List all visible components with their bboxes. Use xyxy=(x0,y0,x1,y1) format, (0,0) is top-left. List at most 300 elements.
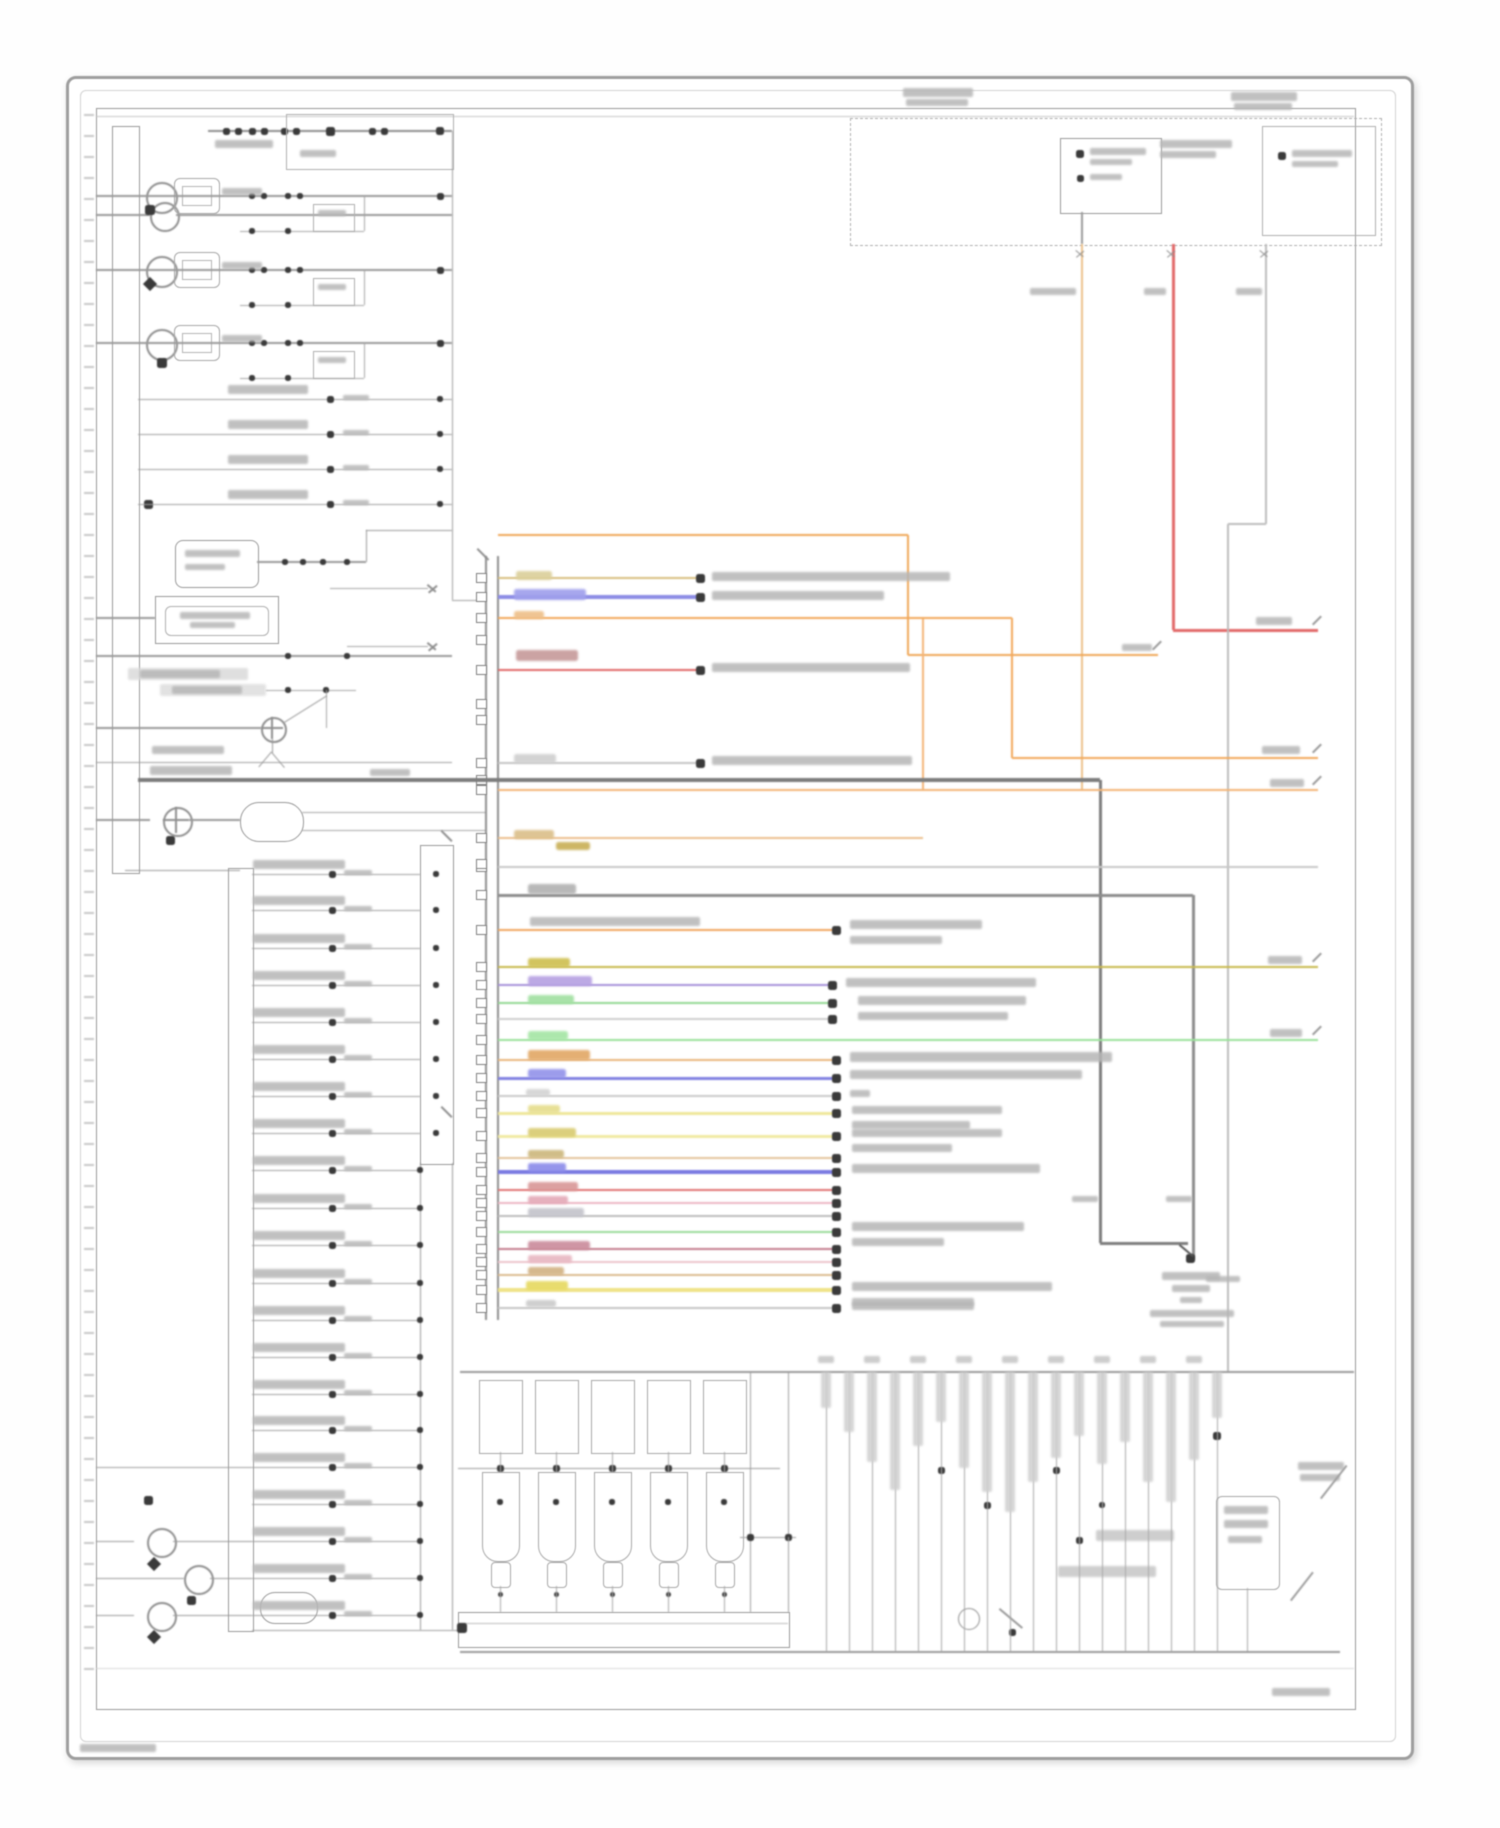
connector-pin xyxy=(476,699,487,709)
connector-pin xyxy=(476,635,487,645)
connector-shade xyxy=(821,1372,831,1408)
label-smudge xyxy=(846,978,1036,987)
edge-tick xyxy=(84,576,94,578)
edge-tick xyxy=(84,1164,94,1166)
junction-dot xyxy=(329,945,336,952)
edge-tick xyxy=(84,1353,94,1355)
label-smudge xyxy=(1292,150,1352,157)
connector-shade xyxy=(1074,1372,1084,1436)
junction-dot xyxy=(437,501,443,507)
gauge-body xyxy=(594,1472,632,1562)
bus-dot xyxy=(433,1130,439,1136)
edge-tick xyxy=(84,324,94,326)
bus-dot xyxy=(417,1538,423,1544)
label-smudge xyxy=(344,1055,372,1060)
wire-line xyxy=(96,655,452,656)
row-wire xyxy=(252,1504,420,1505)
bus-dot xyxy=(417,1575,423,1581)
terminal-square xyxy=(145,205,155,215)
junction-dot xyxy=(437,267,444,274)
edge-tick xyxy=(84,345,94,347)
edge-tick xyxy=(84,870,94,872)
label-smudge xyxy=(852,1129,1002,1137)
edge-tick xyxy=(84,156,94,158)
row-wire xyxy=(252,1467,420,1468)
signal-wire xyxy=(498,669,700,672)
sensor-wire xyxy=(364,196,365,231)
connector-cap xyxy=(1140,1356,1156,1363)
row-wire xyxy=(252,910,420,911)
signal-wire xyxy=(498,1231,836,1234)
wire-line xyxy=(210,1578,252,1579)
row-wire xyxy=(252,1615,420,1616)
row-wire xyxy=(252,1208,420,1209)
gauge-body xyxy=(482,1472,520,1562)
junction-dot xyxy=(235,128,242,135)
signal-wire xyxy=(138,778,1100,782)
edge-tick xyxy=(84,492,94,494)
bus-dot xyxy=(417,1280,423,1286)
edge-tick xyxy=(84,1458,94,1460)
connector-pin xyxy=(476,1108,487,1118)
junction-dot xyxy=(329,1538,336,1545)
connector-pin xyxy=(476,1035,487,1045)
signal-wire xyxy=(498,789,1318,792)
connector-pin xyxy=(476,1303,487,1313)
edge-tick xyxy=(84,261,94,263)
signal-wire xyxy=(498,617,1012,620)
edge-tick xyxy=(84,471,94,473)
label-smudge xyxy=(343,500,369,505)
label-smudge xyxy=(852,1106,1002,1114)
bottom-wire xyxy=(612,1586,613,1612)
label-smudge xyxy=(852,1222,1024,1231)
label-smudge xyxy=(185,564,225,570)
gauge-body xyxy=(706,1472,744,1562)
bus-dot xyxy=(433,982,439,988)
label-smudge xyxy=(1090,174,1122,180)
wire-red-horizontal xyxy=(1173,629,1318,632)
label-smudge xyxy=(343,395,369,400)
edge-tick xyxy=(84,1290,94,1292)
connector-pin xyxy=(476,1131,487,1141)
edge-tick xyxy=(84,1143,94,1145)
label-smudge xyxy=(1231,92,1297,101)
edge-tick xyxy=(84,702,94,704)
gauge-stub xyxy=(715,1562,735,1588)
label-smudge xyxy=(852,1121,970,1129)
wire-line xyxy=(96,727,261,728)
label-smudge xyxy=(228,455,308,464)
edge-tick xyxy=(84,135,94,137)
row-wire xyxy=(252,985,420,986)
junction-dot xyxy=(329,1612,336,1619)
label-smudge xyxy=(1234,103,1292,110)
edge-tick xyxy=(84,1395,94,1397)
edge-tick xyxy=(84,1542,94,1544)
wire-line xyxy=(96,1467,252,1468)
edge-tick xyxy=(84,828,94,830)
label-smudge xyxy=(1090,159,1132,165)
bottom-wire xyxy=(668,1586,669,1612)
junction-dot xyxy=(329,907,336,914)
label-smudge xyxy=(852,1144,952,1152)
connector-pin xyxy=(476,1285,487,1295)
label-smudge xyxy=(343,430,369,435)
connector-circle xyxy=(147,1602,177,1632)
label-smudge xyxy=(1160,140,1232,148)
connector-shade xyxy=(890,1372,900,1490)
label-smudge xyxy=(222,188,262,195)
wire-terminal-dot xyxy=(832,926,841,935)
label-smudge xyxy=(318,210,346,216)
label-smudge xyxy=(152,746,224,754)
wire-color-label xyxy=(528,1150,564,1158)
wire-color-label xyxy=(528,1105,560,1113)
wire-code-smudge xyxy=(1166,1196,1192,1202)
bracket-box xyxy=(313,351,355,379)
row-wire xyxy=(138,504,452,505)
label-smudge xyxy=(1160,1321,1224,1327)
label-smudge xyxy=(712,663,910,672)
label-smudge xyxy=(1268,956,1302,964)
connector-pin xyxy=(476,1153,487,1163)
junction-dot xyxy=(329,1019,336,1026)
edge-tick xyxy=(84,912,94,914)
label-smudge xyxy=(344,981,372,986)
ground-bar xyxy=(1180,1297,1202,1303)
junction-dot xyxy=(329,1317,336,1324)
label-smudge xyxy=(253,971,345,980)
wire-code-smudge xyxy=(1236,288,1262,295)
bus-dot xyxy=(417,1242,423,1248)
caption-smudge xyxy=(80,1744,156,1752)
junction-dot xyxy=(329,1205,336,1212)
connector-shade xyxy=(1097,1372,1107,1464)
connector-shade xyxy=(1120,1372,1130,1442)
connector-circle xyxy=(147,1528,177,1558)
junction-dot xyxy=(665,1499,671,1505)
label-smudge xyxy=(228,420,308,429)
label-smudge xyxy=(253,1601,345,1610)
connector-pin xyxy=(476,1198,487,1208)
label-smudge xyxy=(903,88,973,97)
label-smudge xyxy=(318,284,346,290)
wire-color-label xyxy=(514,611,544,619)
label-smudge xyxy=(344,1537,372,1542)
edge-tick xyxy=(84,996,94,998)
label-smudge xyxy=(172,686,242,694)
row-wire xyxy=(252,1320,420,1321)
connector-pin xyxy=(476,1091,487,1101)
bottom-wire xyxy=(500,1586,501,1612)
junction-dot xyxy=(329,1093,336,1100)
junction-dot xyxy=(329,1464,336,1471)
connector-cap xyxy=(956,1356,972,1363)
wire-terminal-dot xyxy=(832,1168,841,1177)
label-smudge xyxy=(712,591,884,600)
signal-wire xyxy=(498,1307,836,1309)
signal-wire xyxy=(498,929,836,932)
label-smudge xyxy=(344,870,372,875)
wire-color-label xyxy=(528,884,576,894)
connector-pin xyxy=(476,1185,487,1195)
edge-tick xyxy=(84,303,94,305)
signal-wire xyxy=(498,894,1193,897)
junction-dot xyxy=(327,431,334,438)
label-smudge xyxy=(850,936,942,944)
edge-tick xyxy=(84,219,94,221)
connector-cap xyxy=(1002,1356,1018,1363)
wire-orange-b xyxy=(1011,618,1014,758)
label-smudge xyxy=(344,1241,372,1246)
bus-dot xyxy=(433,1019,439,1025)
gauge-connector xyxy=(535,1380,579,1454)
junction-dot xyxy=(327,396,334,403)
junction-dot xyxy=(285,228,291,234)
wire-code-smudge xyxy=(1122,644,1152,651)
wire-color-label xyxy=(526,1300,556,1307)
label-smudge xyxy=(253,1380,345,1389)
bus-dot xyxy=(417,1501,423,1507)
label-band xyxy=(1058,1566,1156,1577)
bus-dot xyxy=(417,1354,423,1360)
edge-tick xyxy=(84,1479,94,1481)
edge-tick xyxy=(84,1101,94,1103)
junction-dot xyxy=(437,340,444,347)
junction-dot xyxy=(329,1427,336,1434)
connector-pin xyxy=(476,1073,487,1083)
bottom-wire xyxy=(724,1586,725,1612)
label-smudge xyxy=(712,756,912,765)
sensor-circle xyxy=(261,717,287,743)
connector-pin xyxy=(476,925,487,935)
junction-dot xyxy=(249,228,255,234)
edge-tick xyxy=(84,807,94,809)
junction-dot xyxy=(329,1354,336,1361)
sheet-code-smudge xyxy=(1272,1688,1330,1696)
wire-code-smudge xyxy=(1144,288,1166,295)
wire-darkgray-vertical xyxy=(1099,780,1102,1243)
connector-pin xyxy=(476,715,487,725)
bus-dot xyxy=(417,1612,423,1618)
label-smudge xyxy=(222,335,262,342)
sensor-cross xyxy=(175,807,176,833)
edge-tick xyxy=(84,429,94,431)
connector-pin xyxy=(476,998,487,1008)
label-smudge xyxy=(190,622,235,628)
edge-tick xyxy=(84,891,94,893)
signal-wire xyxy=(498,966,1318,969)
label-smudge xyxy=(530,917,700,926)
label-smudge xyxy=(852,1282,1052,1291)
list-bus-strip xyxy=(420,845,454,1165)
gauge-body xyxy=(650,1472,688,1562)
connector-shade xyxy=(1212,1372,1222,1418)
junction-dot xyxy=(300,559,306,565)
bottom-wire xyxy=(788,1537,789,1612)
junction-dot xyxy=(261,267,267,273)
fuse-stub xyxy=(1081,212,1082,244)
row-wire xyxy=(138,469,452,470)
wire-color-label xyxy=(528,1255,572,1263)
connector-pin xyxy=(476,1257,487,1267)
edge-tick xyxy=(84,282,94,284)
wire-code-smudge xyxy=(1072,1196,1098,1202)
wire-darkgray-bend xyxy=(1100,1242,1188,1245)
connector-cap xyxy=(1186,1356,1202,1363)
label-smudge xyxy=(1228,1536,1262,1543)
terminal-square xyxy=(144,1496,153,1505)
label-smudge xyxy=(318,357,346,363)
junction-dot xyxy=(320,559,326,565)
label-smudge xyxy=(253,1231,345,1240)
wire-orange-link xyxy=(922,618,924,790)
gauge-stub xyxy=(547,1562,567,1588)
label-smudge xyxy=(850,920,982,929)
bus-dot xyxy=(417,1391,423,1397)
wire-color-label xyxy=(528,1031,568,1040)
wire-color-label xyxy=(528,958,570,967)
list-bus-line xyxy=(452,1163,453,1630)
edge-tick xyxy=(84,1269,94,1271)
connector-pin xyxy=(476,758,487,768)
label-smudge xyxy=(344,1018,372,1023)
wire-terminal-dot xyxy=(832,1271,841,1280)
junction-dot xyxy=(327,466,334,473)
connector-pin xyxy=(476,1227,487,1237)
terminal-square xyxy=(457,1623,467,1633)
row-wire xyxy=(252,1394,420,1395)
bus-dot xyxy=(417,1205,423,1211)
connector-pin xyxy=(476,890,487,900)
gauge-connector xyxy=(647,1380,691,1454)
edge-tick xyxy=(84,1185,94,1187)
bus-dot xyxy=(417,1167,423,1173)
sensor-wire xyxy=(364,343,365,378)
wire-color-label xyxy=(528,1208,584,1217)
signal-wire xyxy=(498,837,923,839)
connector-circle xyxy=(184,1565,214,1595)
wire-line xyxy=(330,588,428,589)
connector-shade xyxy=(913,1372,923,1446)
junction-dot xyxy=(285,302,291,308)
wire-color-label xyxy=(528,1128,576,1137)
wire-gray-vertical xyxy=(1192,895,1195,1260)
label-smudge xyxy=(253,1453,345,1462)
left-connector-strip-2 xyxy=(228,868,254,1632)
label-smudge xyxy=(1224,1520,1268,1528)
junction-dot xyxy=(329,1167,336,1174)
label-smudge xyxy=(253,860,345,869)
sensor-wire xyxy=(96,269,452,270)
edge-tick xyxy=(84,1122,94,1124)
wire-code-smudge xyxy=(1256,617,1292,625)
wire-line xyxy=(302,830,486,831)
wire-terminal-dot xyxy=(696,574,705,583)
row-wire xyxy=(252,1283,420,1284)
row-wire xyxy=(252,1096,420,1097)
wire-terminal-dot xyxy=(828,999,837,1008)
bottom-section-baseline xyxy=(460,1651,1340,1652)
gauge-stub xyxy=(491,1562,511,1588)
wire-color-label xyxy=(528,995,574,1004)
fuse-block xyxy=(1262,126,1376,236)
edge-tick xyxy=(84,975,94,977)
gauge-body xyxy=(538,1472,576,1562)
label-smudge xyxy=(344,1500,372,1505)
label-smudge xyxy=(253,1082,345,1091)
row-wire xyxy=(252,1578,420,1579)
sensor-circle xyxy=(163,807,193,837)
junction-dot xyxy=(285,193,291,199)
bottom-wire xyxy=(788,1372,789,1537)
wire-color-label xyxy=(516,650,578,661)
label-smudge xyxy=(253,1194,345,1203)
edge-tick xyxy=(84,240,94,242)
junction-dot xyxy=(329,982,336,989)
label-smudge xyxy=(228,385,308,394)
row-wire xyxy=(252,874,420,875)
label-smudge xyxy=(344,1092,372,1097)
row-wire xyxy=(252,1170,420,1171)
connector-pin xyxy=(476,1211,487,1221)
edge-tick xyxy=(84,1668,94,1670)
label-band xyxy=(1096,1530,1174,1541)
connector-pin xyxy=(476,962,487,972)
fuse-dot xyxy=(1076,150,1084,158)
label-smudge xyxy=(1150,1310,1234,1317)
junction-dot xyxy=(297,267,303,273)
edge-tick xyxy=(84,1647,94,1649)
wire-gray-jog xyxy=(1228,523,1266,525)
label-smudge xyxy=(228,490,308,499)
junction-dot xyxy=(329,1391,336,1398)
wire-line xyxy=(96,1541,134,1542)
junction-dot xyxy=(553,1499,559,1505)
bottom-wire xyxy=(500,1452,501,1472)
junction-dot xyxy=(285,687,291,693)
junction-dot xyxy=(747,1534,754,1541)
edge-tick xyxy=(84,198,94,200)
bottom-wire xyxy=(668,1452,669,1472)
label-smudge xyxy=(850,1052,1112,1062)
junction-dot xyxy=(282,559,288,565)
edge-tick xyxy=(84,1311,94,1313)
connector-pin xyxy=(476,785,487,795)
wire-color-label xyxy=(516,571,552,580)
label-smudge xyxy=(344,1129,372,1134)
wire-terminal-dot xyxy=(832,1092,841,1101)
edge-tick xyxy=(84,366,94,368)
label-smudge xyxy=(1270,779,1304,787)
wire-gray-vertical xyxy=(1227,524,1229,1372)
wire-terminal-dot xyxy=(832,1245,841,1254)
label-smudge xyxy=(344,1353,372,1358)
label-smudge xyxy=(222,262,262,269)
connector-shade xyxy=(1143,1372,1153,1482)
bottom-bus-box xyxy=(458,1612,790,1648)
label-smudge xyxy=(344,1463,372,1468)
junction-dot xyxy=(609,1499,615,1505)
bottom-wire xyxy=(612,1452,613,1472)
wire-color-label xyxy=(528,1196,568,1204)
junction-dot xyxy=(249,375,255,381)
signal-wire xyxy=(498,1039,1318,1042)
wire-line xyxy=(173,1541,252,1542)
wire-code-smudge xyxy=(1262,746,1300,754)
edge-tick xyxy=(84,1563,94,1565)
